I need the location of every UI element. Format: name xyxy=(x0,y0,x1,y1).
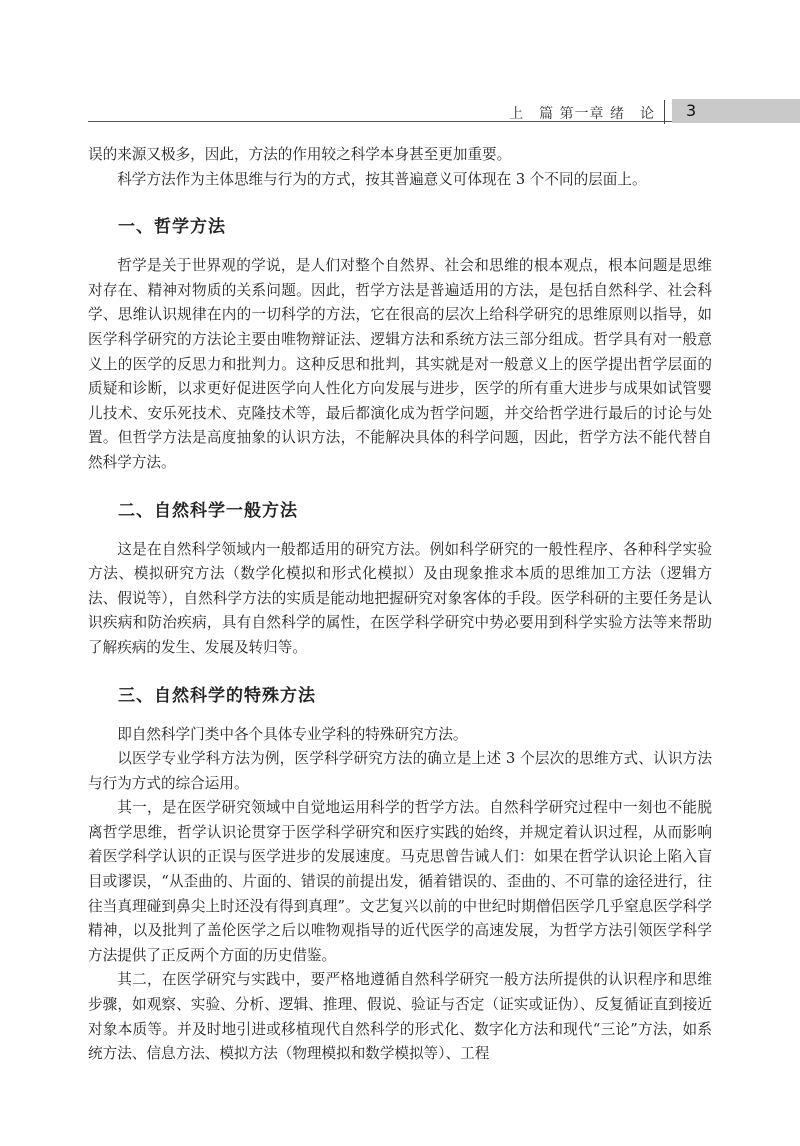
paragraph-intro-continued: 误的来源又极多，因此，方法的作用较之科学本身甚至更加重要。 xyxy=(88,146,512,163)
paragraph-special-methods-4: 其二，在医学研究与实践中，要严格地遵循自然科学研究一般方法所提供的认识程序和思维步骤，如观察、实验、分析、逻辑、推理、假说、验证与否定（证实或证伪）、反复循证直到接近对象本质等。并及时地引进或移植现代自然科学的形式化、数字化方法和现代“三论”方法，如系统方法、信息方法、模拟方法（物理模拟和数学模拟等）、工程 xyxy=(88,971,712,1063)
paragraph-special-methods-3: 其一，是在医学研究领域中自觉地运用科学的哲学方法。自然科学研究过程中一刻也不能脱离哲学思维，哲学认识论贯穿于医学科学研究和医疗实践的始终，并规定着认识过程，从而影响着医学科学认识的正误与医学进步的发展速度。马克思曾告诫人们：如果在哲学认识论上陷入盲目或谬误，“从歪曲的、片面的、错误的前提出发，循着错误的、歪曲的、不可靠的途径进行，往往当真理碰到鼻尖上时还没有得到真理”。文艺复兴以前的中世纪时期僧侣医学几乎窒息医学科学精神，以及批判了盖伦医学之后以唯物观指导的近代医学的高速发展，为哲学方法引领医学科学方法提供了正反两个方面的历史借鉴。 xyxy=(88,799,712,964)
paragraph-special-methods-1: 即自然科学门类中各个具体专业学科的特殊研究方法。 xyxy=(117,725,468,743)
page-body xyxy=(88,143,712,1067)
section-heading-special-methods: 三、自然科学的特殊方法 xyxy=(118,685,316,706)
running-title: 上 篇 第一章 绪 论 xyxy=(509,106,655,122)
header-separator xyxy=(664,100,665,124)
paragraph-intro: 科学方法作为主体思维与行为的方式，按其普遍意义可体现在 3 个不同的层面上。 xyxy=(117,170,647,188)
paragraph-general-methods: 这是在自然科学领域内一般都适用的研究方法。例如科学研究的一般性程序、各种科学实验方法、模拟研究方法（数学化模拟和形式化模拟）及由现象推求本质的思维加工方法（逻辑方法、假说等），自然科学方法的实质是能动地把握研究对象客体的手段。医学科研的主要任务是认识疾病和防治疾病，具有自然科学的属性，在医学科学研究中势必要用到科学实验方法等来帮助了解疾病的发生、发展及转归等。 xyxy=(88,540,712,656)
page-number: 3 xyxy=(686,101,697,120)
section-heading-general-methods: 二、自然科学一般方法 xyxy=(118,500,298,521)
paragraph-philosophy: 哲学是关于世界观的学说，是人们对整个自然界、社会和思维的根本观点，根本问题是思维对存在、精神对物质的关系问题。因此，哲学方法是普遍适用的方法，是包括自然科学、社会科学、思维认识规律在内的一切科学的方法，它在很高的层次上给科学研究的思维原则以指导，如医学科学研究的方法论主要由唯物辩证法、逻辑方法和系统方法三部分组成。哲学具有对一般意义上的医学的反思力和批判力。这种反思和批判，其实就是对一般意义上的医学提出哲学层面的质疑和诊断，以求更好促进医学向人性化方向发展与进步，医学的所有重大进步与成果如试管婴儿技术、安乐死技术、克隆技术等，最后都演化成为哲学问题，并交给哲学进行最后的讨论与处置。但哲学方法是高度抽象的认识方法，不能解决具体的科学问题，因此，哲学方法不能代替自然科学方法。 xyxy=(88,257,712,471)
paragraph-special-methods-2: 以医学专业学科方法为例，医学科学研究方法的确立是上述 3 个层次的思维方式、认识方法与行为方式的综合运用。 xyxy=(88,750,712,792)
section-heading-philosophy: 一、哲学方法 xyxy=(118,217,226,238)
